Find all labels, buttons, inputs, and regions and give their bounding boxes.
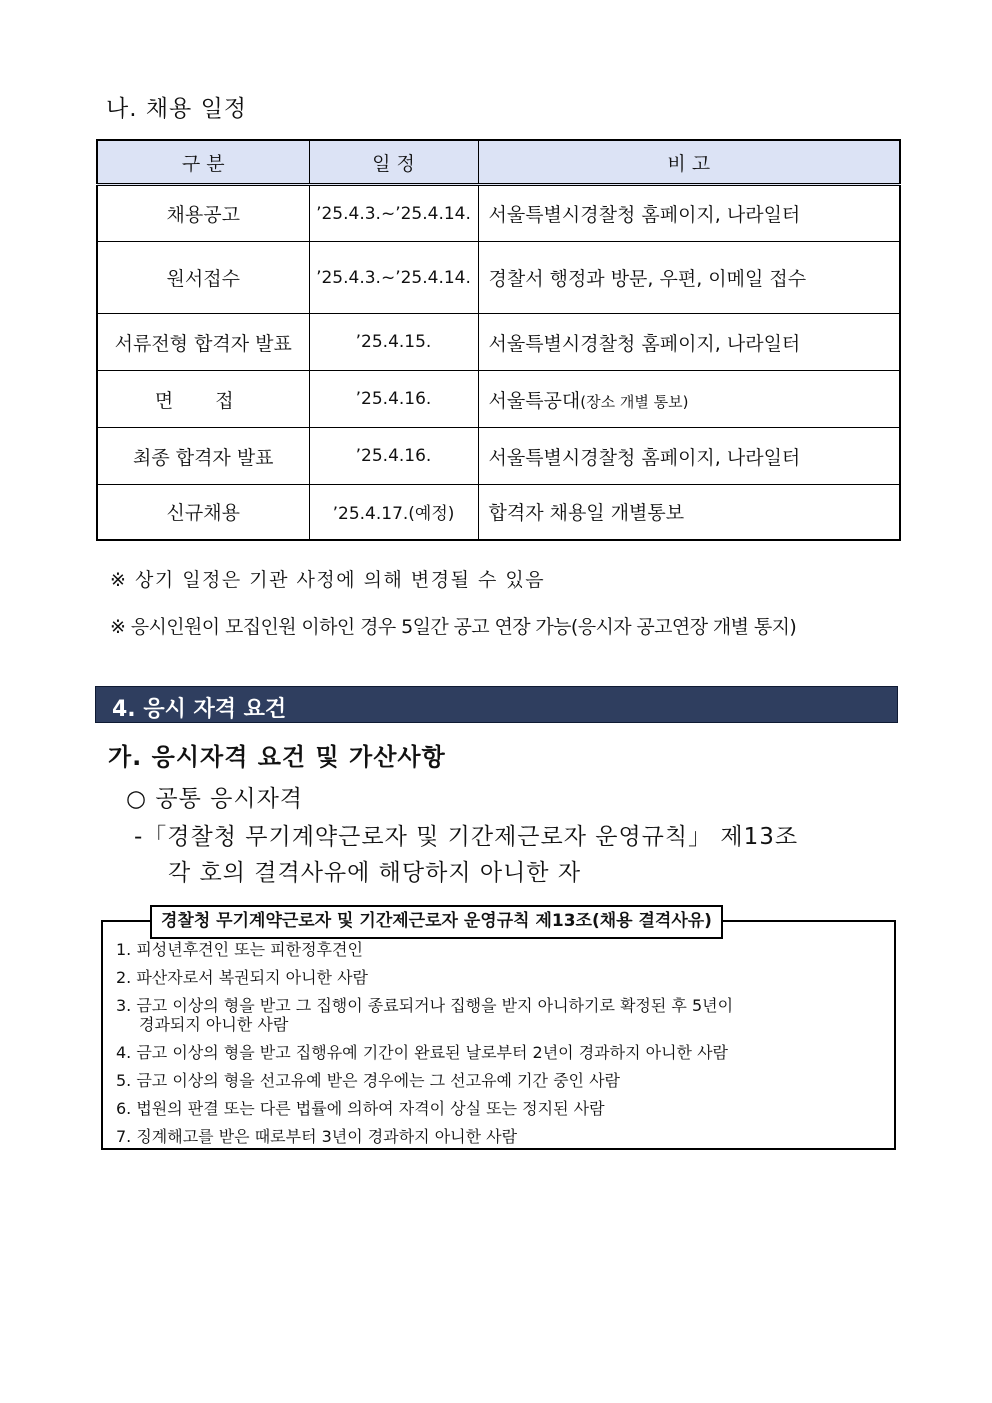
column-header-remark: 비 고	[478, 140, 900, 185]
cell-remark	[478, 371, 900, 428]
cell-date: ’25.4.16.	[309, 371, 478, 428]
list-item: 7. 징계해고를 받은 때로부터 3년이 경과하지 아니한 사람	[116, 1127, 518, 1146]
table-header-row	[97, 140, 900, 185]
list-item: 5. 금고 이상의 형을 선고유예 받은 경우에는 그 선고유예 기간 중인 사람	[116, 1071, 620, 1090]
list-item: 3. 금고 이상의 형을 받고 그 집행이 종료되거나 집행을 받지 아니하기로 확정된 후 5년이	[116, 996, 734, 1015]
cell-category: 원서접수	[97, 242, 309, 314]
table-row	[97, 428, 900, 485]
cell-date: ’25.4.16.	[309, 428, 478, 485]
cell-date: ’25.4.15.	[309, 314, 478, 371]
table-row	[97, 185, 900, 242]
cell-remark: 합격자 채용일 개별통보	[478, 485, 900, 540]
cell-date: ’25.4.3.~’25.4.14.	[309, 242, 478, 314]
cell-remark: 서울특별시경찰청 홈페이지, 나라일터	[478, 185, 900, 242]
disqualification-box-title: 경찰청 무기계약근로자 및 기간제근로자 운영규칙 제13조(채용 결격사유)	[150, 905, 723, 939]
cell-remark: 경찰서 행정과 방문, 우편, 이메일 접수	[478, 242, 900, 314]
schedule-table	[96, 139, 901, 541]
common-qualification-label: ○ 공통 응시자격	[126, 786, 303, 812]
cell-remark: 서울특별시경찰청 홈페이지, 나라일터	[478, 428, 900, 485]
section-title-bar	[95, 686, 898, 723]
column-header-category: 구 분	[97, 140, 309, 185]
section-title: 4. 응시 자격 요건	[112, 697, 287, 722]
table-row	[97, 314, 900, 371]
subsection-heading: 가. 응시자격 요건 및 가산사항	[108, 743, 446, 771]
remark-place-note: (장소 개별 통보)	[580, 392, 689, 411]
rule-reference-line2: 각 호의 결격사유에 해당하지 아니한 자	[168, 860, 582, 886]
schedule-heading: 나. 채용 일정	[106, 96, 248, 122]
cell-remark: 서울특별시경찰청 홈페이지, 나라일터	[478, 314, 900, 371]
list-item: 1. 피성년후견인 또는 피한정후견인	[116, 940, 363, 959]
column-header-date: 일 정	[309, 140, 478, 185]
disqualification-box	[101, 920, 896, 1150]
schedule-note: ※ 응시인원이 모집인원 이하인 경우 5일간 공고 연장 가능(응시자 공고연장 개별 통지)	[110, 616, 797, 638]
table-row	[97, 485, 900, 540]
cell-date: ’25.4.3.~’25.4.14.	[309, 185, 478, 242]
cell-category: 면 접	[97, 371, 309, 428]
list-item: 2. 파산자로서 복권되지 아니한 사람	[116, 968, 368, 987]
list-item: 4. 금고 이상의 형을 받고 집행유예 기간이 완료된 날로부터 2년이 경과하지 아니한 사람	[116, 1043, 728, 1062]
rule-reference-line1: -「경찰청 무기계약근로자 및 기간제근로자 운영규칙」 제13조	[134, 824, 799, 850]
table-row	[97, 371, 900, 428]
list-item: 경과되지 아니한 사람	[139, 1015, 289, 1034]
cell-category: 채용공고	[97, 185, 309, 242]
table-row	[97, 242, 900, 314]
schedule-note: ※ 상기 일정은 기관 사정에 의해 변경될 수 있음	[110, 569, 546, 591]
cell-category: 최종 합격자 발표	[97, 428, 309, 485]
cell-category: 신규채용	[97, 485, 309, 540]
cell-category: 서류전형 합격자 발표	[97, 314, 309, 371]
remark-place: 서울특공대	[488, 389, 581, 412]
cell-date: ’25.4.17.(예정)	[309, 485, 478, 540]
list-item: 6. 법원의 판결 또는 다른 법률에 의하여 자격이 상실 또는 정지된 사람	[116, 1099, 605, 1118]
